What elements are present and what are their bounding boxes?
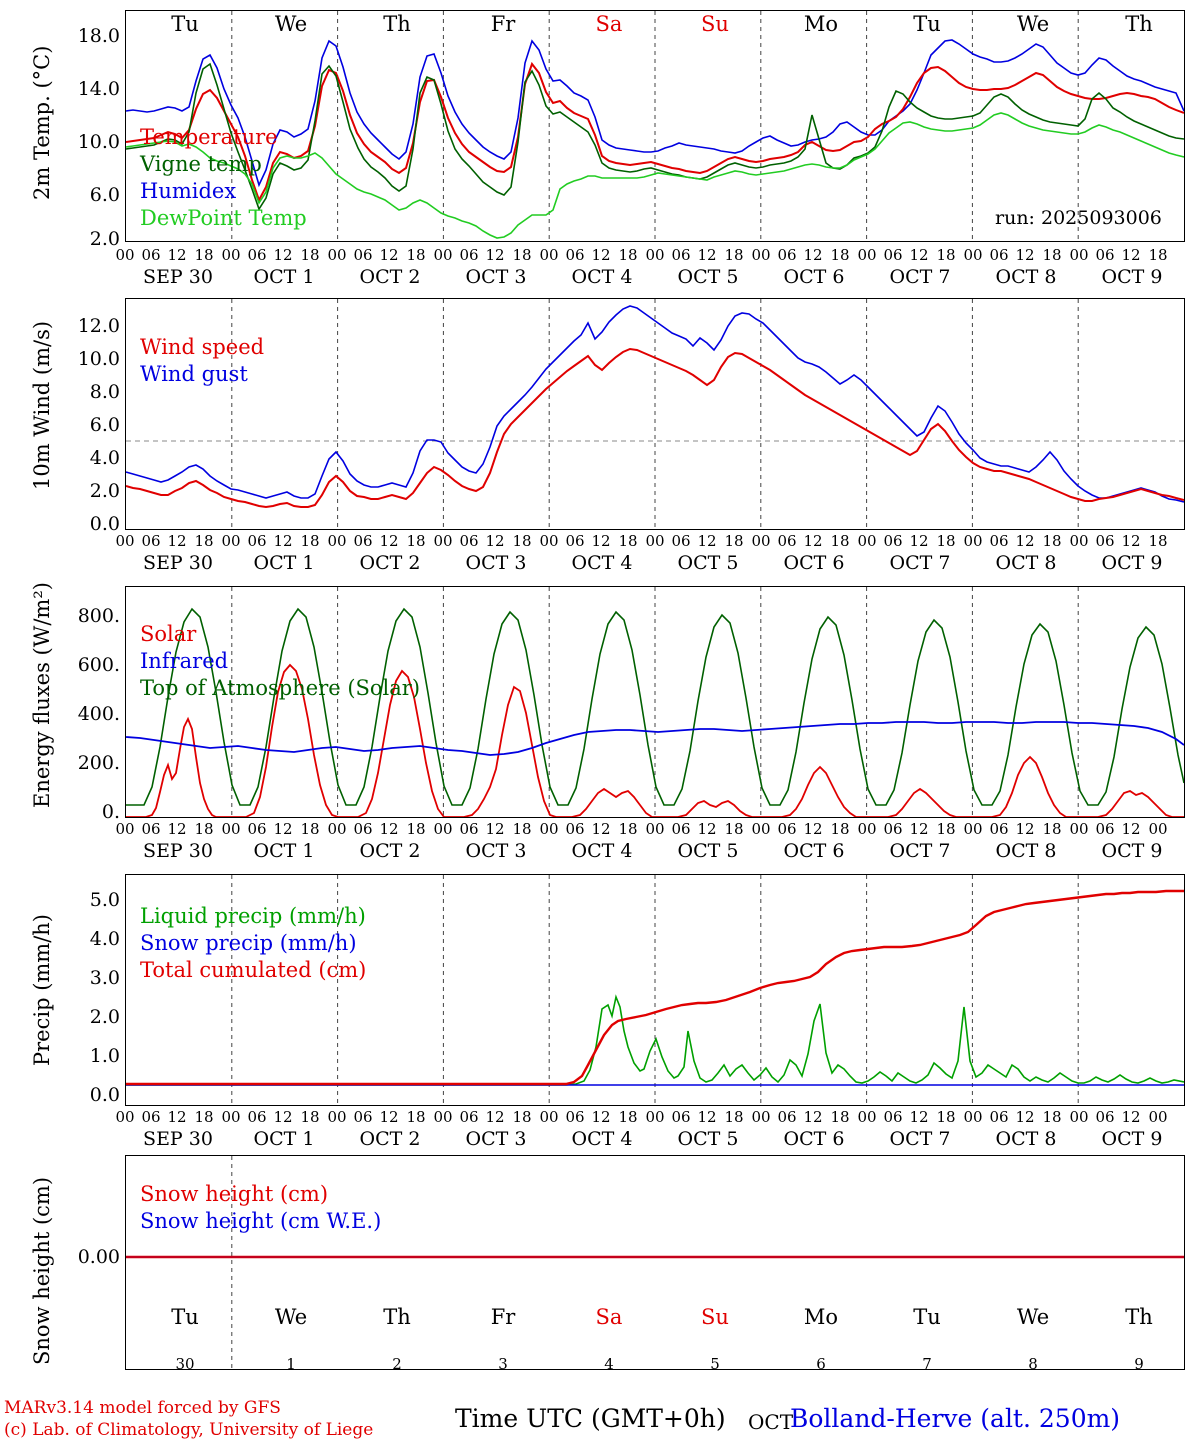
- xtick-hour: 00: [857, 1108, 877, 1126]
- xtick-hour: 00: [433, 1108, 453, 1126]
- xtick-hour: 06: [565, 532, 585, 550]
- xtick-hour: 06: [671, 820, 691, 838]
- panel-wind: [0, 290, 1194, 540]
- ytick-wind-0: 0.0: [89, 513, 120, 535]
- xtick-hour: 00: [1148, 1108, 1168, 1126]
- dayname-bottom-th-1: Th: [383, 1305, 411, 1329]
- xtick-hour: 06: [353, 246, 373, 264]
- xtick-hour: 06: [141, 532, 161, 550]
- station-label: Bolland-Herve (alt. 250m): [790, 1404, 1121, 1433]
- xtick-hour: 06: [989, 532, 1009, 550]
- legend-dewpoint-temp: DewPoint Temp: [140, 206, 307, 230]
- xtick-hour: 12: [167, 1108, 187, 1126]
- xtick-hour: 06: [671, 532, 691, 550]
- xtick-hour: 06: [989, 246, 1009, 264]
- xtick-daynumber: 8: [1028, 1355, 1038, 1373]
- xtick-hour: 00: [857, 532, 877, 550]
- ytick-energy-0: 0.: [101, 801, 120, 823]
- xday-label: OCT 5: [677, 266, 739, 288]
- xaxis-panel-2: [0, 530, 1194, 572]
- xtick-hour: 00: [645, 820, 665, 838]
- xtick-hour: 06: [459, 532, 479, 550]
- dayname-bottom-th-2: Th: [1125, 1305, 1153, 1329]
- xtick-hour: 06: [141, 820, 161, 838]
- xtick-hour: 12: [803, 532, 823, 550]
- xtick-hour: 18: [1148, 532, 1168, 550]
- xtick-hour: 18: [406, 820, 426, 838]
- xtick-hour: 06: [777, 1108, 797, 1126]
- legend-snow-height-we: Snow height (cm W.E.): [140, 1209, 382, 1233]
- xtick-hour: 00: [539, 1108, 559, 1126]
- xtick-hour: 00: [221, 532, 241, 550]
- xday-label: OCT 3: [465, 266, 527, 288]
- xday-label: OCT 9: [1101, 1128, 1163, 1150]
- xtick-hour: 00: [115, 532, 135, 550]
- xtick-hour: 00: [327, 532, 347, 550]
- xtick-hour: 12: [1121, 1108, 1141, 1126]
- xtick-hour: 12: [697, 246, 717, 264]
- xday-label: OCT 5: [677, 1128, 739, 1150]
- xtick-hour: 12: [1015, 1108, 1035, 1126]
- ytick-temp-6: 6.0: [89, 184, 120, 206]
- xtick-hour: 18: [1042, 1108, 1062, 1126]
- xtick-hour: 06: [565, 1108, 585, 1126]
- xaxis-panel-4: [0, 1106, 1194, 1148]
- xtick-daynumber: 5: [710, 1355, 720, 1373]
- xday-label: OCT 9: [1101, 840, 1163, 862]
- xtick-daynumber: 30: [175, 1355, 195, 1373]
- xtick-hour: 12: [167, 532, 187, 550]
- legend-wind-gust: Wind gust: [140, 362, 248, 386]
- xday-label: OCT 7: [889, 1128, 951, 1150]
- xtick-hour: 12: [909, 532, 929, 550]
- ytick-precip-5: 5.0: [89, 889, 120, 911]
- xtick-hour: 06: [459, 820, 479, 838]
- xtick-hour: 18: [936, 246, 956, 264]
- xday-label: OCT 5: [677, 840, 739, 862]
- xtick-daynumber: 9: [1134, 1355, 1144, 1373]
- xtick-hour: 18: [618, 532, 638, 550]
- xday-label: OCT 6: [783, 1128, 845, 1150]
- xtick-hour: 06: [353, 532, 373, 550]
- xtick-hour: 00: [327, 1108, 347, 1126]
- axis-label-snow-height: Snow height (cm): [30, 1176, 54, 1365]
- legend-snow-height: Snow height (cm): [140, 1182, 329, 1206]
- xtick-daynumber: 4: [604, 1355, 614, 1373]
- axis-label-wind: 10m Wind (m/s): [30, 320, 54, 490]
- dayname-bottom-tu-1: Tu: [171, 1305, 199, 1329]
- xtick-hour: 06: [989, 1108, 1009, 1126]
- xtick-hour: 18: [300, 532, 320, 550]
- xday-label: OCT 8: [995, 552, 1057, 574]
- xtick-hour: 00: [857, 246, 877, 264]
- xtick-hour: 12: [909, 1108, 929, 1126]
- xtick-hour: 00: [1069, 532, 1089, 550]
- ytick-wind-8: 8.0: [89, 381, 120, 403]
- xtick-hour: 06: [247, 820, 267, 838]
- xtick-hour: 06: [671, 1108, 691, 1126]
- xtick-hour: 00: [751, 246, 771, 264]
- dayname-bottom-we-2: We: [1016, 1305, 1050, 1329]
- xtick-hour: 00: [963, 246, 983, 264]
- xtick-hour: 12: [803, 820, 823, 838]
- xtick-hour: 18: [830, 246, 850, 264]
- xtick-hour: 06: [1095, 246, 1115, 264]
- xtick-hour: 12: [1015, 532, 1035, 550]
- legend-wind-speed: Wind speed: [140, 335, 265, 359]
- xtick-hour: 06: [247, 246, 267, 264]
- xday-label: SEP 30: [143, 552, 213, 574]
- dayname-bottom-sa-1: Sa: [595, 1305, 623, 1329]
- xday-label: OCT 7: [889, 840, 951, 862]
- xtick-hour: 18: [830, 820, 850, 838]
- legend-vigne-temp: Vigne temp: [140, 152, 262, 176]
- xday-label: OCT 3: [465, 1128, 527, 1150]
- ytick-precip-2: 2.0: [89, 1006, 120, 1028]
- ytick-wind-12: 12.0: [77, 315, 120, 337]
- xtick-hour: 00: [963, 820, 983, 838]
- xtick-hour: 00: [115, 820, 135, 838]
- xtick-hour: 06: [1095, 1108, 1115, 1126]
- ytick-temp-10: 10.0: [77, 131, 120, 153]
- xtick-hour: 00: [221, 820, 241, 838]
- xtick-hour: 12: [697, 532, 717, 550]
- panel-temperature: [0, 0, 1194, 285]
- xtick-hour: 00: [751, 1108, 771, 1126]
- xtick-hour: 00: [539, 246, 559, 264]
- xtick-hour: 00: [857, 820, 877, 838]
- xday-label: OCT 9: [1101, 552, 1163, 574]
- xtick-hour: 06: [353, 1108, 373, 1126]
- xtick-hour: 12: [273, 532, 293, 550]
- xtick-hour: 18: [406, 532, 426, 550]
- xday-label: OCT 4: [571, 840, 633, 862]
- xtick-hour: 18: [1148, 246, 1168, 264]
- xtick-hour: 18: [194, 820, 214, 838]
- xtick-hour: 12: [909, 246, 929, 264]
- xtick-hour: 18: [194, 1108, 214, 1126]
- xtick-hour: 12: [591, 532, 611, 550]
- xday-label: OCT 1: [253, 1128, 315, 1150]
- xtick-hour: 00: [645, 532, 665, 550]
- xtick-hour: 06: [883, 1108, 903, 1126]
- ytick-precip-0: 0.0: [89, 1084, 120, 1106]
- footer-model-credit-line2: (c) Lab. of Climatology, University of Liege: [4, 1420, 374, 1440]
- xtick-hour: 18: [194, 246, 214, 264]
- xtick-hour: 12: [485, 532, 505, 550]
- xday-label: OCT 5: [677, 552, 739, 574]
- xtick-hour: 00: [963, 1108, 983, 1126]
- axis-label-precip: Precip (mm/h): [30, 913, 54, 1066]
- xtick-hour: 12: [273, 246, 293, 264]
- legend-liquid-precip: Liquid precip (mm/h): [140, 904, 366, 928]
- xtick-hour: 18: [512, 532, 532, 550]
- xtick-hour: 06: [777, 820, 797, 838]
- footer-model-credit-line1: MARv3.14 model forced by GFS: [4, 1398, 281, 1418]
- xday-label: OCT 3: [465, 552, 527, 574]
- xtick-hour: 06: [565, 246, 585, 264]
- ytick-precip-4: 4.0: [89, 928, 120, 950]
- ytick-wind-6: 6.0: [89, 414, 120, 436]
- xtick-hour: 12: [591, 1108, 611, 1126]
- xtick-hour: 18: [936, 1108, 956, 1126]
- legend-solar: Solar: [140, 622, 197, 646]
- dayname-tu-2: Tu: [913, 12, 941, 36]
- ytick-precip-1: 1.0: [89, 1045, 120, 1067]
- xtick-hour: 06: [459, 1108, 479, 1126]
- axis-label-energy: Energy fluxes (W/m²): [30, 582, 54, 808]
- xtick-daynumber: 2: [392, 1355, 402, 1373]
- ytick-energy-200: 200.: [77, 752, 120, 774]
- xtick-hour: 12: [379, 820, 399, 838]
- ytick-temp-18: 18.0: [77, 25, 120, 47]
- xtick-hour: 06: [883, 532, 903, 550]
- xtick-hour: 18: [724, 1108, 744, 1126]
- month-label: OCT: [748, 1410, 794, 1434]
- xday-label: OCT 1: [253, 552, 315, 574]
- dayname-bottom-su-1: Su: [701, 1305, 729, 1329]
- xtick-hour: 00: [539, 532, 559, 550]
- xtick-hour: 12: [909, 820, 929, 838]
- ytick-precip-3: 3.0: [89, 967, 120, 989]
- xtick-hour: 18: [194, 532, 214, 550]
- xtick-hour: 18: [512, 246, 532, 264]
- xtick-hour: 12: [1121, 532, 1141, 550]
- ytick-wind-2: 2.0: [89, 480, 120, 502]
- ytick-wind-10: 10.0: [77, 348, 120, 370]
- xtick-hour: 00: [963, 532, 983, 550]
- dayname-th-2: Th: [1125, 12, 1153, 36]
- xtick-hour: 00: [1069, 820, 1089, 838]
- xtick-hour: 18: [830, 1108, 850, 1126]
- xday-label: OCT 4: [571, 552, 633, 574]
- ytick-temp-14: 14.0: [77, 78, 120, 100]
- ytick-wind-4: 4.0: [89, 447, 120, 469]
- legend-top-of-atmosphere: Top of Atmosphere (Solar): [140, 676, 421, 700]
- xtick-hour: 12: [803, 1108, 823, 1126]
- xtick-daynumber: 3: [498, 1355, 508, 1373]
- x-axis-title: Time UTC (GMT+0h): [455, 1404, 726, 1433]
- xtick-hour: 18: [724, 246, 744, 264]
- xtick-hour: 00: [1069, 1108, 1089, 1126]
- xday-label: OCT 7: [889, 266, 951, 288]
- panel-precip: [0, 866, 1194, 1116]
- xtick-hour: 00: [1069, 246, 1089, 264]
- legend-snow-precip: Snow precip (mm/h): [140, 931, 357, 955]
- ytick-energy-600: 600.: [77, 654, 120, 676]
- xtick-hour: 12: [379, 532, 399, 550]
- xtick-hour: 12: [803, 246, 823, 264]
- xtick-hour: 12: [1015, 820, 1035, 838]
- xday-label: SEP 30: [143, 840, 213, 862]
- dayname-we-2: We: [1016, 12, 1050, 36]
- xday-label: OCT 4: [571, 266, 633, 288]
- xtick-hour: 06: [989, 820, 1009, 838]
- xtick-hour: 12: [167, 246, 187, 264]
- xtick-hour: 18: [1042, 532, 1062, 550]
- xtick-hour: 18: [618, 1108, 638, 1126]
- xtick-hour: 06: [1095, 532, 1115, 550]
- axis-label-temperature: 2m Temp. (°C): [30, 45, 54, 200]
- xday-label: OCT 8: [995, 840, 1057, 862]
- xtick-hour: 18: [618, 820, 638, 838]
- xtick-hour: 06: [565, 820, 585, 838]
- xtick-hour: 06: [141, 1108, 161, 1126]
- xtick-hour: 12: [591, 246, 611, 264]
- dayname-th-1: Th: [383, 12, 411, 36]
- panel-energy-fluxes: [0, 578, 1194, 828]
- xaxis-panel-3: [0, 818, 1194, 860]
- dayname-tu-1: Tu: [171, 12, 199, 36]
- xday-label: OCT 6: [783, 840, 845, 862]
- xtick-hour: 12: [167, 820, 187, 838]
- xtick-hour: 12: [485, 820, 505, 838]
- xtick-hour: 00: [221, 1108, 241, 1126]
- xtick-hour: 00: [1148, 820, 1168, 838]
- xtick-hour: 06: [883, 246, 903, 264]
- xtick-hour: 18: [406, 1108, 426, 1126]
- xtick-hour: 12: [697, 1108, 717, 1126]
- xtick-hour: 18: [1042, 820, 1062, 838]
- xtick-hour: 18: [300, 820, 320, 838]
- ytick-snow-0: 0.00: [77, 1246, 120, 1268]
- xtick-hour: 18: [1042, 246, 1062, 264]
- xtick-hour: 06: [141, 246, 161, 264]
- xtick-hour: 12: [273, 1108, 293, 1126]
- dayname-we-1: We: [274, 12, 308, 36]
- xtick-hour: 18: [406, 246, 426, 264]
- xtick-hour: 06: [883, 820, 903, 838]
- xtick-hour: 12: [485, 1108, 505, 1126]
- xday-label: OCT 2: [359, 1128, 421, 1150]
- panel-snow-height: [0, 1150, 1194, 1380]
- xtick-hour: 06: [459, 246, 479, 264]
- xtick-hour: 18: [512, 820, 532, 838]
- xtick-daynumber: 1: [286, 1355, 296, 1373]
- dayname-sa-1: Sa: [595, 12, 623, 36]
- dayname-bottom-we-1: We: [274, 1305, 308, 1329]
- xtick-hour: 12: [379, 1108, 399, 1126]
- legend-infrared: Infrared: [140, 649, 229, 673]
- xday-label: OCT 2: [359, 266, 421, 288]
- xtick-hour: 18: [300, 1108, 320, 1126]
- xtick-hour: 06: [671, 246, 691, 264]
- xday-label: SEP 30: [143, 1128, 213, 1150]
- xtick-hour: 12: [485, 246, 505, 264]
- xtick-hour: 12: [273, 820, 293, 838]
- xtick-hour: 00: [327, 246, 347, 264]
- xtick-hour: 06: [247, 532, 267, 550]
- xtick-hour: 00: [645, 246, 665, 264]
- xtick-hour: 00: [751, 820, 771, 838]
- xtick-hour: 00: [433, 820, 453, 838]
- legend-humidex: Humidex: [140, 179, 237, 203]
- xtick-hour: 18: [936, 532, 956, 550]
- xtick-hour: 12: [591, 820, 611, 838]
- ytick-temp-2: 2.0: [89, 228, 120, 250]
- dayname-bottom-fr-1: Fr: [490, 1305, 516, 1329]
- xday-label: OCT 7: [889, 552, 951, 574]
- xday-label: OCT 2: [359, 840, 421, 862]
- ytick-energy-800: 800.: [77, 605, 120, 627]
- xtick-hour: 12: [1121, 246, 1141, 264]
- dayname-su-1: Su: [701, 12, 729, 36]
- xtick-hour: 18: [724, 532, 744, 550]
- xtick-hour: 18: [512, 1108, 532, 1126]
- xtick-hour: 00: [115, 246, 135, 264]
- ytick-energy-400: 400.: [77, 703, 120, 725]
- xtick-hour: 06: [777, 532, 797, 550]
- xtick-hour: 18: [300, 246, 320, 264]
- xday-label: OCT 3: [465, 840, 527, 862]
- xtick-hour: 12: [697, 820, 717, 838]
- dayname-mo-1: Mo: [803, 12, 839, 36]
- xtick-hour: 18: [830, 532, 850, 550]
- xtick-hour: 00: [433, 246, 453, 264]
- xtick-hour: 00: [751, 532, 771, 550]
- xtick-hour: 18: [936, 820, 956, 838]
- xday-label: OCT 8: [995, 266, 1057, 288]
- legend-total-cumulated: Total cumulated (cm): [140, 958, 367, 982]
- dayname-bottom-mo-1: Mo: [803, 1305, 839, 1329]
- plot-energy-fluxes: [125, 586, 1185, 818]
- xday-label: OCT 6: [783, 552, 845, 574]
- xday-label: OCT 8: [995, 1128, 1057, 1150]
- xday-label: OCT 6: [783, 266, 845, 288]
- xtick-hour: 00: [115, 1108, 135, 1126]
- xtick-hour: 00: [645, 1108, 665, 1126]
- xtick-daynumber: 6: [816, 1355, 826, 1373]
- legend-temperature: Temperature: [140, 125, 278, 149]
- xtick-hour: 12: [379, 246, 399, 264]
- xtick-hour: 00: [433, 532, 453, 550]
- xtick-hour: 06: [353, 820, 373, 838]
- xday-label: OCT 1: [253, 266, 315, 288]
- xtick-hour: 00: [327, 820, 347, 838]
- xtick-hour: 06: [1095, 820, 1115, 838]
- xday-label: SEP 30: [143, 266, 213, 288]
- dayname-bottom-tu-2: Tu: [913, 1305, 941, 1329]
- xtick-daynumber: 7: [922, 1355, 932, 1373]
- xday-label: OCT 4: [571, 1128, 633, 1150]
- xtick-hour: 12: [1015, 246, 1035, 264]
- dayname-fr-1: Fr: [490, 12, 516, 36]
- xaxis-panel-1: [0, 244, 1194, 286]
- run-label: run: 2025093006: [995, 207, 1162, 229]
- xtick-hour: 18: [724, 820, 744, 838]
- plot-wind: [125, 298, 1185, 530]
- xtick-hour: 06: [247, 1108, 267, 1126]
- xtick-hour: 00: [221, 246, 241, 264]
- xtick-hour: 12: [1121, 820, 1141, 838]
- xday-label: OCT 1: [253, 840, 315, 862]
- xday-label: OCT 9: [1101, 266, 1163, 288]
- xday-label: OCT 2: [359, 552, 421, 574]
- xtick-hour: 00: [539, 820, 559, 838]
- xtick-hour: 06: [777, 246, 797, 264]
- xtick-hour: 18: [618, 246, 638, 264]
